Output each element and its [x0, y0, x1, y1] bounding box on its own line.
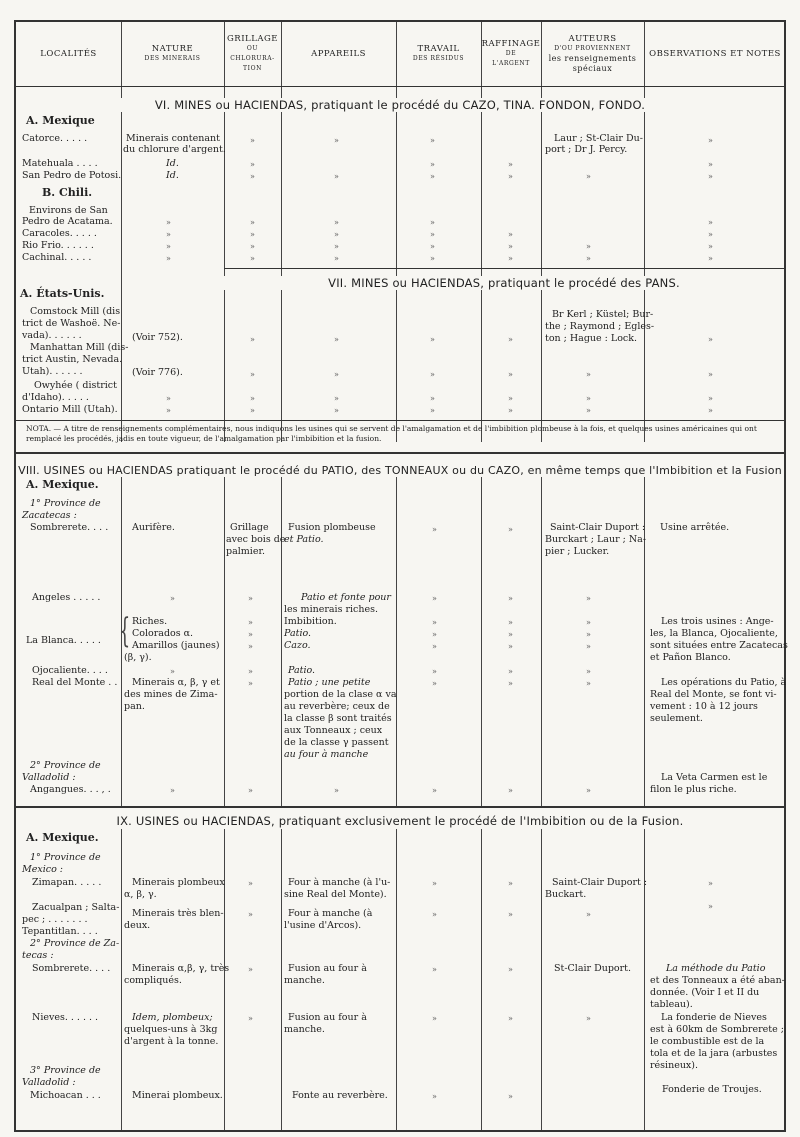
locality: Comstock Mill (dis: [30, 306, 121, 317]
ditto-mark: »: [170, 667, 175, 676]
nature-cell: compliqués.: [124, 975, 182, 986]
appareils-cell: manche.: [284, 975, 325, 986]
ditto-mark: »: [708, 335, 713, 344]
nature-cell: (Voir 752).: [132, 332, 183, 343]
auteurs-cell: Burckart ; Laur ; Na-: [545, 534, 647, 545]
ditto-mark: »: [248, 594, 253, 603]
province-label: 1° Province de: [30, 498, 101, 509]
locality: Utah). . . . . .: [22, 366, 83, 377]
locality: La Blanca. . . . .: [26, 635, 101, 646]
ditto-mark: »: [250, 160, 255, 169]
locality: Owyhée ( district: [34, 380, 117, 391]
province-label: Valladolid :: [22, 1077, 76, 1088]
ditto-mark: »: [430, 160, 435, 169]
nature-cell: quelques-uns à 3kg: [124, 1024, 218, 1035]
nature-cell: du chlorure d'argent.: [123, 144, 226, 155]
column-rule: [396, 829, 397, 1130]
locality: San Pedro de Potosi.: [22, 170, 122, 181]
header-label: LOCALITÉS: [40, 49, 97, 59]
observations-cell: Usine arrêtée.: [660, 522, 730, 533]
brace-icon: {: [119, 611, 131, 651]
ditto-mark: »: [586, 406, 591, 415]
auteurs-cell: the ; Raymond ; Egles-: [545, 321, 655, 332]
ditto-mark: »: [248, 786, 253, 795]
appareils-cell: manche.: [284, 1024, 325, 1035]
ditto-mark: »: [432, 786, 437, 795]
ditto-mark: »: [432, 1092, 437, 1101]
ditto-mark: »: [508, 525, 513, 534]
column-rule: [281, 829, 282, 1130]
ditto-mark: »: [708, 160, 713, 169]
header-localites: [16, 22, 121, 87]
ditto-mark: »: [248, 642, 253, 651]
auteurs-cell: Saint-Clair Duport :: [552, 877, 648, 888]
appareils-cell: Imbibition.: [284, 616, 337, 627]
section-title-vii: VII. MINES ou HACIENDAS, pratiquant le procédé des PANS.: [224, 276, 784, 290]
nature-cell: Minerais α,β, γ, très: [132, 963, 230, 974]
locality: Pedro de Acatama.: [22, 216, 113, 227]
locality: Ojocaliente. . . .: [32, 665, 108, 676]
nature-cell: α, β, γ.: [124, 889, 157, 900]
ditto-mark: »: [508, 910, 513, 919]
ditto-mark: »: [708, 136, 713, 145]
ditto-mark: »: [166, 242, 171, 251]
group-etats-unis: A. États-Unis.: [20, 287, 105, 300]
header-sublabel: D'OU PROVIENNENT: [554, 45, 631, 52]
nature-cell: Riches.: [132, 616, 168, 627]
appareils-cell: les minerais riches.: [284, 604, 379, 615]
observations-cell: tableau).: [650, 999, 693, 1010]
locality: Manhattan Mill (dis-: [30, 342, 129, 353]
ditto-mark: »: [586, 172, 591, 181]
observations-cell: donnée. (Voir I et II du: [650, 987, 760, 998]
ditto-mark: »: [708, 394, 713, 403]
locality: Tepantitlan. . . .: [22, 926, 98, 937]
header-sublabel: les renseignements: [548, 54, 637, 63]
grillage-cell: palmier.: [226, 546, 265, 557]
header-auteurs: [541, 22, 644, 87]
ditto-mark: »: [708, 902, 713, 911]
ditto-mark: »: [508, 1014, 513, 1023]
locality: Zimapan. . . . .: [32, 877, 102, 888]
ditto-mark: »: [586, 786, 591, 795]
header-label: RAFFINAGE: [481, 39, 541, 49]
ditto-mark: »: [250, 136, 255, 145]
ditto-mark: »: [586, 594, 591, 603]
ditto-mark: »: [508, 630, 513, 639]
ditto-mark: »: [586, 618, 591, 627]
ditto-mark: »: [708, 242, 713, 251]
ditto-mark: »: [508, 594, 513, 603]
header-sublabel: OU: [246, 45, 259, 52]
auteurs-cell: ton ; Hague : Lock.: [545, 333, 638, 344]
ditto-mark: »: [166, 406, 171, 415]
auteurs-cell: Br Kerl ; Küstel; Bur-: [552, 309, 654, 320]
nature-cell: Colorados α.: [132, 628, 194, 639]
appareils-cell: la classe β sont traités: [284, 713, 392, 724]
table-page: [14, 20, 786, 1132]
header-grillage: [224, 22, 281, 87]
header-label: AUTEURS: [568, 34, 617, 44]
appareils-cell: l'usine d'Arcos).: [284, 920, 362, 931]
locality: Matehuala . . . .: [22, 158, 98, 169]
ditto-mark: »: [334, 218, 339, 227]
observations-cell: résineux).: [650, 1060, 699, 1071]
ditto-mark: »: [586, 254, 591, 263]
section-title-viii: VIII. USINES ou HACIENDAS pratiquant le procédé du PATIO, des TONNEAUX ou du CAZO, en même temps que l'Imbibition et la Fusion: [16, 464, 784, 477]
observations-cell: sont situées entre Zacatecas: [650, 640, 788, 651]
observations-cell: tola et de la jara (arbustes: [650, 1048, 778, 1059]
ditto-mark: »: [250, 230, 255, 239]
observations-cell: Les trois usines : Ange-: [661, 616, 774, 627]
header-sublabel: CHLORURA-: [230, 55, 275, 62]
appareils-cell: et Patio.: [284, 534, 324, 545]
observations-cell: et des Tonneaux a été aban-: [650, 975, 785, 986]
ditto-mark: »: [508, 679, 513, 688]
locality: Rio Frio. . . . . .: [22, 240, 94, 251]
note-rule: [16, 420, 784, 421]
appareils-cell: Fusion au four à: [288, 1012, 367, 1023]
locality: Real del Monte . .: [32, 677, 118, 688]
ditto-mark: »: [334, 230, 339, 239]
ditto-mark: »: [508, 254, 513, 263]
nature-cell: d'argent à la tonne.: [124, 1036, 219, 1047]
header-label: NATURE: [151, 44, 194, 54]
observations-cell: Les opérations du Patio, à: [661, 677, 787, 688]
group-mexique: A. Mexique.: [26, 831, 99, 844]
ditto-mark: »: [248, 630, 253, 639]
appareils-cell: au four à manche: [284, 749, 369, 760]
appareils-cell: Fusion au four à: [288, 963, 367, 974]
locality: Caracoles. . . . .: [22, 228, 97, 239]
ditto-mark: »: [248, 1014, 253, 1023]
locality: Ontario Mill (Utah).: [22, 404, 118, 415]
ditto-mark: »: [586, 370, 591, 379]
header-sublabel: TION: [243, 65, 262, 72]
ditto-mark: »: [248, 879, 253, 888]
ditto-mark: »: [166, 254, 171, 263]
ditto-mark: »: [508, 242, 513, 251]
grillage-cell: avec bois de: [226, 534, 286, 545]
appareils-cell: Fusion plombeuse: [288, 522, 376, 533]
ditto-mark: »: [250, 406, 255, 415]
group-chili: B. Chili.: [42, 186, 93, 199]
ditto-mark: »: [250, 394, 255, 403]
observations-cell: La fonderie de Nieves: [661, 1012, 767, 1023]
ditto-mark: »: [586, 642, 591, 651]
ditto-mark: »: [430, 172, 435, 181]
observations-cell: La méthode du Patio: [666, 963, 766, 974]
header-label: TRAVAIL: [417, 44, 460, 54]
observations-cell: filon le plus riche.: [650, 784, 737, 795]
ditto-mark: »: [170, 594, 175, 603]
ditto-mark: »: [586, 242, 591, 251]
ditto-mark: »: [432, 630, 437, 639]
ditto-mark: »: [708, 172, 713, 181]
nature-cell: Amarillos (jaunes): [132, 640, 220, 651]
ditto-mark: »: [432, 618, 437, 627]
ditto-mark: »: [334, 335, 339, 344]
section-rule: [224, 268, 784, 269]
auteurs-cell: St-Clair Duport.: [554, 963, 632, 974]
header-appareils: [281, 22, 396, 87]
observations-cell: et Pañon Blanco.: [650, 652, 731, 663]
column-rule: [224, 829, 225, 1130]
ditto-mark: »: [432, 594, 437, 603]
locality: Sombrerete. . . .: [32, 963, 111, 974]
province-label: Zacatecas :: [22, 510, 77, 521]
column-rule: [481, 829, 482, 1130]
ditto-mark: »: [708, 218, 713, 227]
province-label: 2° Province de Za-: [30, 938, 120, 949]
observations-cell: seulement.: [650, 713, 703, 724]
ditto-mark: »: [508, 394, 513, 403]
appareils-cell: au reverbère; ceux de: [284, 701, 390, 712]
province-label: Mexico :: [22, 864, 64, 875]
ditto-mark: »: [166, 218, 171, 227]
column-rule: [224, 477, 225, 807]
locality: Michoacan . . .: [30, 1090, 101, 1101]
locality: Sombrerete. . . .: [30, 522, 109, 533]
header-raffinage: [481, 22, 541, 87]
ditto-mark: »: [508, 172, 513, 181]
observations-cell: vement : 10 à 12 jours: [650, 701, 758, 712]
ditto-mark: »: [170, 786, 175, 795]
ditto-mark: »: [586, 1014, 591, 1023]
ditto-mark: »: [334, 242, 339, 251]
nature-cell: Minerais très blen-: [132, 908, 224, 919]
appareils-cell: aux Tonneaux ; ceux: [284, 725, 383, 736]
ditto-mark: »: [334, 406, 339, 415]
ditto-mark: »: [430, 394, 435, 403]
ditto-mark: »: [508, 618, 513, 627]
observations-cell: est à 60km de Sombrerete ;: [650, 1024, 784, 1035]
nature-cell: Minerais contenant: [126, 133, 220, 144]
province-label: Valladolid :: [22, 772, 76, 783]
ditto-mark: »: [708, 230, 713, 239]
column-rule: [396, 477, 397, 807]
locality: vada). . . . . .: [22, 330, 82, 341]
auteurs-cell: Saint-Clair Duport :: [550, 522, 646, 533]
appareils-cell: Patio.: [288, 665, 316, 676]
ditto-mark: »: [250, 172, 255, 181]
header-label: APPAREILS: [311, 49, 366, 59]
ditto-mark: »: [250, 254, 255, 263]
ditto-mark: »: [334, 136, 339, 145]
ditto-mark: »: [248, 965, 253, 974]
nature-cell: deux.: [124, 920, 151, 931]
observations-cell: Real del Monte, se font vi-: [650, 689, 777, 700]
ditto-mark: »: [708, 370, 713, 379]
ditto-mark: »: [708, 406, 713, 415]
locality: Nieves. . . . . .: [32, 1012, 99, 1023]
locality: trict de Washoë. Ne-: [22, 318, 121, 329]
ditto-mark: »: [432, 642, 437, 651]
nature-cell: Minerai plombeux.: [132, 1090, 223, 1101]
locality: Angangues. . . , .: [30, 784, 111, 795]
locality: d'Idaho). . . . .: [22, 392, 89, 403]
appareils-cell: sine Real del Monte).: [284, 889, 387, 900]
ditto-mark: »: [250, 218, 255, 227]
ditto-mark: »: [250, 370, 255, 379]
ditto-mark: »: [708, 254, 713, 263]
nature-cell: Id.: [166, 170, 179, 181]
locality: Environs de San: [29, 205, 108, 216]
ditto-mark: »: [248, 667, 253, 676]
observations-cell: Fonderie de Troujes.: [662, 1084, 762, 1095]
ditto-mark: »: [248, 679, 253, 688]
nature-cell: Aurifère.: [132, 522, 175, 533]
header-sublabel: L'ARGENT: [492, 60, 530, 67]
ditto-mark: »: [166, 230, 171, 239]
header-label: OBSERVATIONS ET NOTES: [649, 49, 781, 59]
locality: Zacualpan ; Salta-: [32, 902, 120, 913]
grillage-cell: Grillage: [230, 522, 269, 533]
header-label: GRILLAGE: [227, 34, 278, 44]
ditto-mark: »: [334, 254, 339, 263]
header-sublabel: spéciaux: [572, 64, 613, 73]
nature-cell: Idem, plombeux;: [132, 1012, 213, 1023]
ditto-mark: »: [586, 630, 591, 639]
ditto-mark: »: [508, 1092, 513, 1101]
ditto-mark: »: [432, 667, 437, 676]
nature-cell: Minerais plombeux: [132, 877, 225, 888]
observations-cell: La Veta Carmen est le: [661, 772, 768, 783]
ditto-mark: »: [430, 218, 435, 227]
ditto-mark: »: [430, 335, 435, 344]
ditto-mark: »: [586, 910, 591, 919]
ditto-mark: »: [508, 667, 513, 676]
ditto-mark: »: [586, 679, 591, 688]
auteurs-cell: port ; Dr J. Percy.: [545, 144, 628, 155]
ditto-mark: »: [508, 965, 513, 974]
section-rule: [16, 452, 784, 454]
locality: trict Austin, Nevada.: [22, 354, 123, 365]
nature-cell: (Voir 776).: [132, 367, 183, 378]
province-label: tecas :: [22, 950, 54, 961]
ditto-mark: »: [430, 230, 435, 239]
ditto-mark: »: [432, 910, 437, 919]
locality: pec ; . . . . . . .: [22, 914, 88, 925]
header-travail: [396, 22, 481, 87]
ditto-mark: »: [508, 370, 513, 379]
province-label: 2° Province de: [30, 760, 101, 771]
ditto-mark: »: [430, 254, 435, 263]
auteurs-cell: pier ; Lucker.: [545, 546, 610, 557]
group-mexique: A. Mexique: [26, 114, 95, 127]
ditto-mark: »: [334, 394, 339, 403]
header-sublabel: DE: [505, 50, 517, 57]
column-rule: [541, 829, 542, 1130]
header-sublabel: DES RÉSIDUS: [412, 55, 465, 62]
column-rule: [644, 829, 645, 1130]
section-title-ix: IX. USINES ou HACIENDAS, pratiquant exclusivement le procédé de l'Imbibition ou de la Fusion.: [16, 814, 784, 828]
ditto-mark: »: [250, 242, 255, 251]
ditto-mark: »: [250, 335, 255, 344]
ditto-mark: »: [430, 406, 435, 415]
observations-cell: les, la Blanca, Ojocaliente,: [650, 628, 778, 639]
locality: Angeles . . . . .: [32, 592, 101, 603]
appareils-cell: de la classe γ passent: [284, 737, 389, 748]
ditto-mark: »: [508, 786, 513, 795]
header-observations: [644, 22, 786, 87]
ditto-mark: »: [248, 910, 253, 919]
ditto-mark: »: [508, 406, 513, 415]
appareils-cell: Patio.: [284, 628, 312, 639]
locality: Catorce. . . . .: [22, 133, 88, 144]
column-rule: [481, 477, 482, 807]
locality: Cachinal. . . . .: [22, 252, 92, 263]
ditto-mark: »: [432, 879, 437, 888]
nature-cell: Id.: [166, 158, 179, 169]
note-text: NOTA. — A titre de renseignements complémentaires, nous indiquons les usines qui se servent de l'amalgamation et de l'imbibition plombeuse à la fois, et quelques usines américaines qui ont remplacé les procédés, jadis en toute vigueur, de l'amalgamation par l'imbibition et la fusion.: [26, 424, 757, 443]
auteurs-cell: Laur ; St-Clair Du-: [554, 133, 643, 144]
ditto-mark: »: [334, 172, 339, 181]
ditto-mark: »: [432, 679, 437, 688]
ditto-mark: »: [508, 335, 513, 344]
appareils-cell: Patio et fonte pour: [301, 592, 391, 603]
appareils-cell: portion de la clase α va: [284, 689, 397, 700]
ditto-mark: »: [430, 370, 435, 379]
ditto-mark: »: [508, 642, 513, 651]
observations-cell: le combustible est de la: [650, 1036, 765, 1047]
header-sublabel: DES MINERAIS: [144, 55, 201, 62]
ditto-mark: »: [432, 965, 437, 974]
ditto-mark: »: [586, 394, 591, 403]
appareils-cell: Four à manche (à: [288, 908, 373, 919]
section-title-vi: VI. MINES ou HACIENDAS, pratiquant le procédé du CAZO, TINA. FONDON, FONDO.: [16, 98, 784, 112]
nature-cell: pan.: [124, 701, 145, 712]
ditto-mark: »: [708, 879, 713, 888]
column-rule: [541, 477, 542, 807]
ditto-mark: »: [334, 786, 339, 795]
appareils-cell: Cazo.: [284, 640, 311, 651]
ditto-mark: »: [508, 879, 513, 888]
column-rule: [121, 829, 122, 1130]
ditto-mark: »: [430, 136, 435, 145]
appareils-cell: Patio ; une petite: [288, 677, 371, 688]
section-rule: [16, 806, 784, 808]
group-mexique: A. Mexique.: [26, 478, 99, 491]
ditto-mark: »: [508, 160, 513, 169]
appareils-cell: Four à manche (à l'u-: [288, 877, 391, 888]
ditto-mark: »: [334, 370, 339, 379]
province-label: 1° Province de: [30, 852, 101, 863]
ditto-mark: »: [248, 618, 253, 627]
ditto-mark: »: [432, 525, 437, 534]
auteurs-cell: Buckart.: [545, 889, 587, 900]
ditto-mark: »: [586, 667, 591, 676]
ditto-mark: »: [166, 394, 171, 403]
ditto-mark: »: [508, 230, 513, 239]
nature-cell: (β, γ).: [124, 652, 152, 663]
nature-cell: Minerais α, β, γ et: [132, 677, 220, 688]
province-label: 3° Province de: [30, 1065, 101, 1076]
ditto-mark: »: [430, 242, 435, 251]
column-rule: [281, 477, 282, 807]
nature-cell: des mines de Zima-: [124, 689, 218, 700]
ditto-mark: »: [432, 1014, 437, 1023]
header-nature: [121, 22, 224, 87]
appareils-cell: Fonte au reverbère.: [292, 1090, 388, 1101]
